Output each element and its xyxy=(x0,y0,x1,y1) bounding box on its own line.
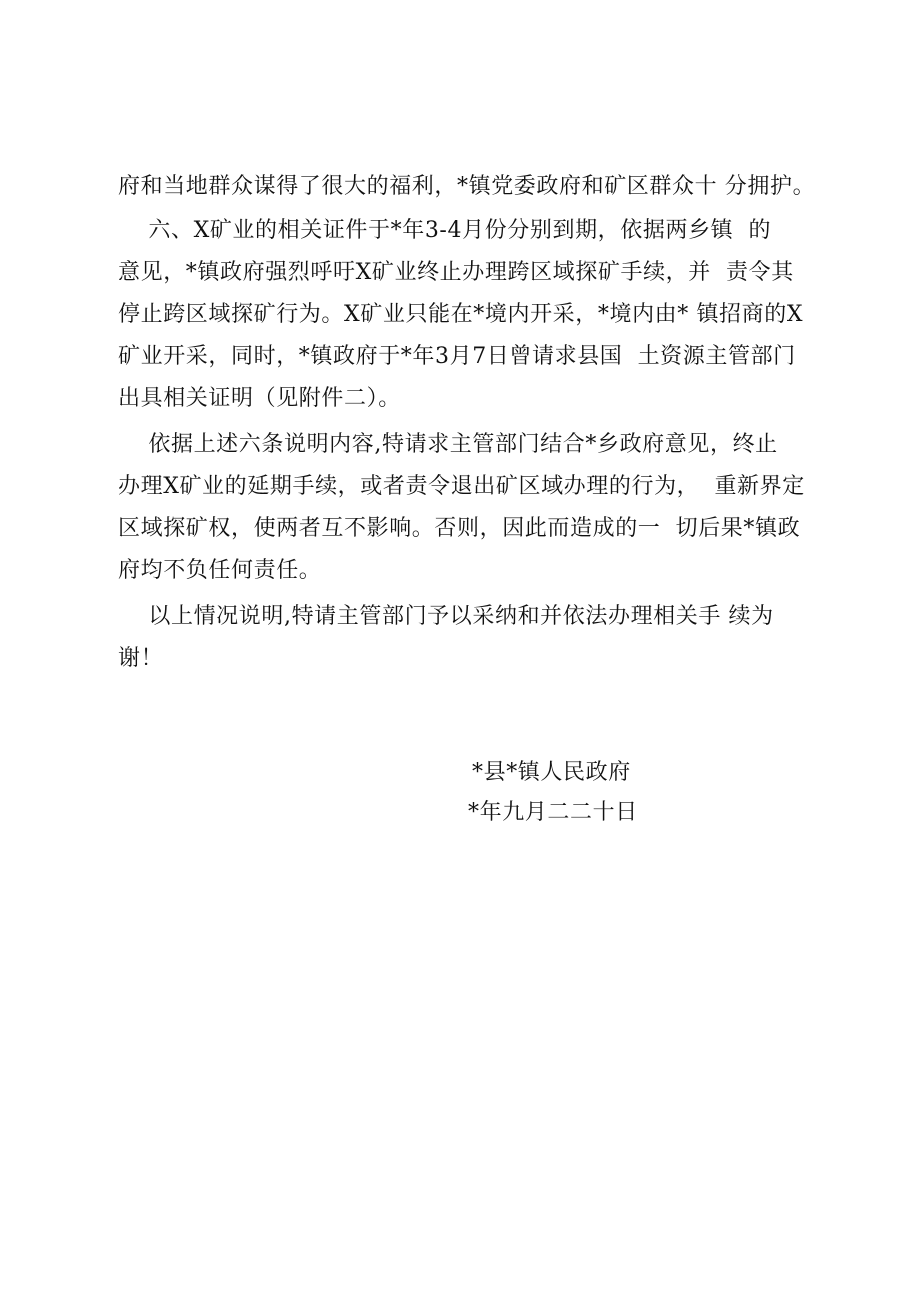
text-line: 六、X矿业的相关证件于*年3-4月份分别到期，依据两乡镇 的 xyxy=(118,218,772,243)
text-line: 矿业开采，同时，*镇政府于*年3月7日曾请求县国 土资源主管部门 xyxy=(118,344,796,369)
text-line: 府均不负任何责任。 xyxy=(118,558,322,583)
text-line: 出具相关证明（见附件二）。 xyxy=(118,386,401,411)
text-line: 停止跨区域探矿行为。X矿业只能在*境内开采，*境内由* 镇招商的X xyxy=(118,302,804,327)
text-line: 意见，*镇政府强烈呼吁X矿业终止办理跨区域探矿手续，并 责令其 xyxy=(118,260,794,285)
text-line: 办理X矿业的延期手续，或者责令退出矿区域办理的行为， 重新界定 xyxy=(118,474,805,499)
text-line: 府和当地群众谋得了很大的福利，*镇党委政府和矿区群众十 分拥护。 xyxy=(118,174,816,199)
signature-date: *年九月二二十日 xyxy=(468,800,638,825)
signature-org: *县*镇人民政府 xyxy=(472,760,631,785)
text-line: 依据上述六条说明内容,特请求主管部门结合*乡政府意见，终止 xyxy=(118,432,778,457)
text-line: 以上情况说明,特请主管部门予以采纳和并依法办理相关手 续为 xyxy=(118,604,774,629)
text-line: 区域探矿权，使两者互不影响。否则，因此而造成的一 切后果*镇政 xyxy=(118,516,801,541)
text-line: 谢！ xyxy=(118,646,164,671)
